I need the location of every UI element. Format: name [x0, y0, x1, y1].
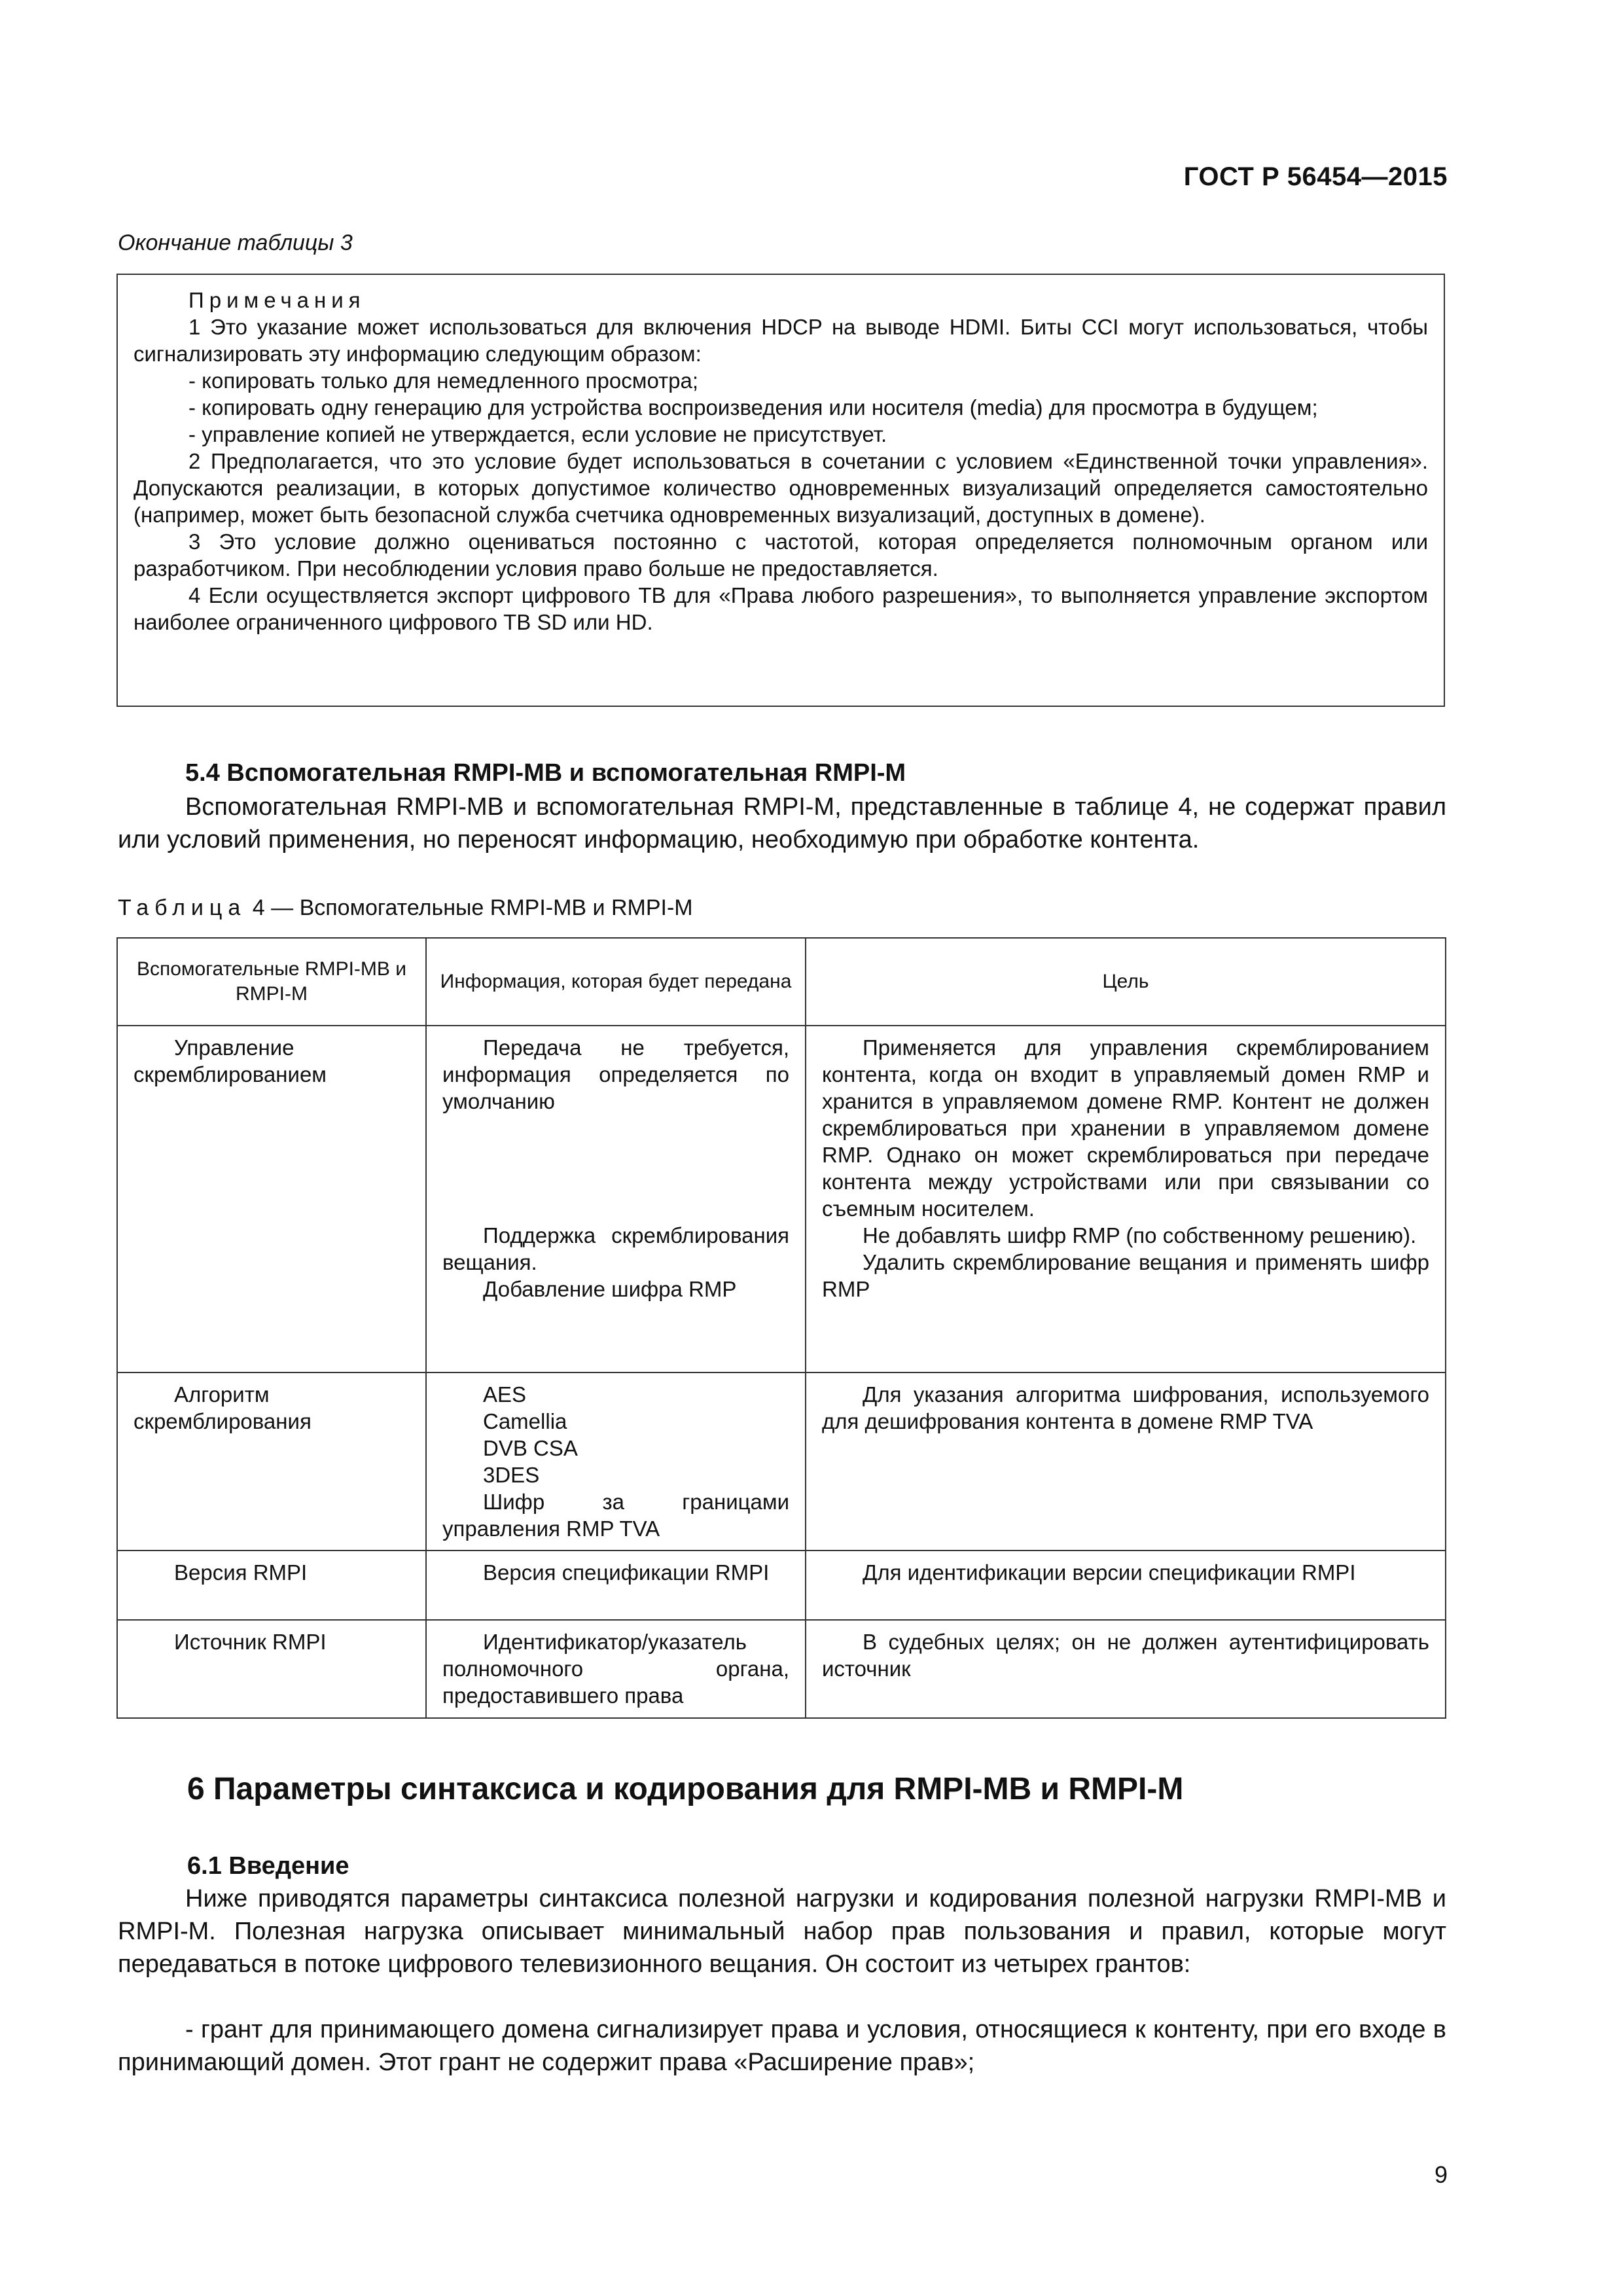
table-4-caption	[118, 895, 693, 921]
section-5-4-paragraph: Вспомогательная RMPI-MB и вспомогательная RMPI-M, представленные в таблице 4, не содержат правил или условий применения, но переносят информацию, необходимую при обработке контента.	[118, 793, 1446, 853]
table-caption-label: Таблица	[118, 895, 247, 920]
table-cell-name	[117, 1026, 426, 1372]
cell-text: 3DES	[483, 1463, 540, 1487]
table-cell-purpose	[806, 1551, 1446, 1620]
table-cell-name	[117, 1372, 426, 1551]
cell-text: Добавление шифра RMP	[483, 1277, 737, 1301]
section-6-heading: 6 Параметры синтаксиса и кодирования для RMPI-MB и RMPI-M	[187, 1772, 1184, 1806]
table-row	[117, 1372, 1446, 1551]
cell-text: Удалить скремблирование вещания и применять шифр RMP	[822, 1250, 1429, 1301]
notes-box	[116, 274, 1445, 707]
section-6-1-heading: 6.1 Введение	[187, 1852, 349, 1880]
table-cell-info	[426, 1551, 806, 1620]
cell-text: Camellia	[483, 1409, 567, 1433]
note-1-item: - управление копией не утверждается, если условие не присутствует.	[188, 422, 887, 446]
table-row	[117, 1551, 1446, 1620]
table-header-cell: Информация, которая будет передана	[426, 938, 806, 1026]
section-6-1-paragraph: Ниже приводятся параметры синтаксиса полезной нагрузки и кодирования полезной нагрузки RMPI-MB и RMPI-M. Полезная нагрузка описывает минимальный набор прав пользования и правил, которые могут передаваться в потоке цифрового телевизионного вещания. Он состоит из четырех грантов:	[118, 1885, 1446, 1978]
table-caption-text: 4 — Вспомогательные RMPI-MB и RMPI-M	[252, 895, 693, 920]
table-header-row	[117, 938, 1446, 1026]
cell-text: Версия RMPI	[174, 1560, 308, 1585]
note-2: 2 Предполагается, что это условие будет использоваться в сочетании с условием «Единственной точки управления». Допускаются реализации, в которых допустимое количество одновременных визуализаций определяется самостоятельно (например, может быть безопасной служба счетчика одновременных визуализаций, доступных в домене).	[134, 449, 1428, 527]
table-cell-name	[117, 1620, 426, 1718]
table-cell-info	[426, 1372, 806, 1551]
cell-text: В судебных целях; он не должен аутентифицировать источник	[822, 1630, 1429, 1681]
notes-title: Примечания	[188, 288, 366, 312]
table-cell-purpose	[806, 1026, 1446, 1372]
cell-text: Для идентификации версии спецификации RMPI	[863, 1560, 1356, 1585]
note-1-intro: 1 Это указание может использоваться для включения HDCP на выводе HDMI. Биты CCI могут использоваться, чтобы сигнализировать эту информацию следующим образом:	[134, 315, 1428, 366]
table-continuation-label: Окончание таблицы 3	[118, 230, 353, 255]
cell-text: Для указания алгоритма шифрования, используемого для дешифрования контента в домене RMP TVA	[822, 1382, 1429, 1433]
cell-text: Управление скремблированием	[134, 1035, 327, 1086]
cell-text: Применяется для управления скремблированием контента, когда он входит в управляемый домен RMP и хранится в управляемом домене RMP. Контент не должен скремблироваться при хранении в управляемом домене RMP. Однако он может скремблироваться при передаче контента между устройствами или при связывании со съемным носителем.	[822, 1035, 1429, 1221]
note-1-item: - копировать только для немедленного просмотра;	[188, 368, 699, 393]
page-number: 9	[1434, 2161, 1448, 2188]
cell-text: Поддержка скремблирования вещания.	[442, 1223, 789, 1274]
table-cell-info	[426, 1026, 806, 1372]
cell-text: Шифр за границами управления RMP TVA	[442, 1490, 789, 1541]
document-id-header: ГОСТ Р 56454—2015	[1183, 162, 1448, 191]
table-header-cell: Вспомогательные RMPI-MB и RMPI-M	[117, 938, 426, 1026]
table-row	[117, 1026, 1446, 1372]
cell-text: DVB CSA	[483, 1436, 578, 1460]
table-cell-purpose	[806, 1372, 1446, 1551]
cell-text: Алгоритм скремблирования	[134, 1382, 312, 1433]
cell-text: Идентификатор/указатель полномочного органа, предоставившего права	[442, 1630, 789, 1708]
section-6-1-bullet: - грант для принимающего домена сигнализирует права и условия, относящиеся к контенту, при его входе в принимающий домен. Этот грант не содержит права «Расширение прав»;	[118, 2016, 1446, 2076]
note-4: 4 Если осуществляется экспорт цифрового ТВ для «Права любого разрешения», то выполняется управление экспортом наиболее ограниченного цифрового ТВ SD или HD.	[134, 583, 1428, 634]
table-cell-name	[117, 1551, 426, 1620]
section-5-4-heading: 5.4 Вспомогательная RMPI-MB и вспомогательная RMPI-M	[185, 759, 906, 787]
table-header-cell: Цель	[806, 938, 1446, 1026]
note-1-item: - копировать одну генерацию для устройства воспроизведения или носителя (media) для просмотра в будущем;	[188, 395, 1318, 420]
cell-text: Источник RMPI	[174, 1630, 327, 1654]
table-row	[117, 1620, 1446, 1718]
cell-text: Версия спецификации RMPI	[483, 1560, 770, 1585]
note-3: 3 Это условие должно оцениваться постоянно с частотой, которая определяется полномочным органом или разработчиком. При несоблюдении условия право больше не предоставляется.	[134, 529, 1428, 581]
table-4	[116, 937, 1446, 1719]
cell-text: AES	[483, 1382, 527, 1407]
cell-text: Не добавлять шифр RMP (по собственному решению).	[863, 1223, 1417, 1247]
table-cell-purpose	[806, 1620, 1446, 1718]
cell-text: Передача не требуется, информация определяется по умолчанию	[442, 1035, 789, 1113]
table-cell-info	[426, 1620, 806, 1718]
